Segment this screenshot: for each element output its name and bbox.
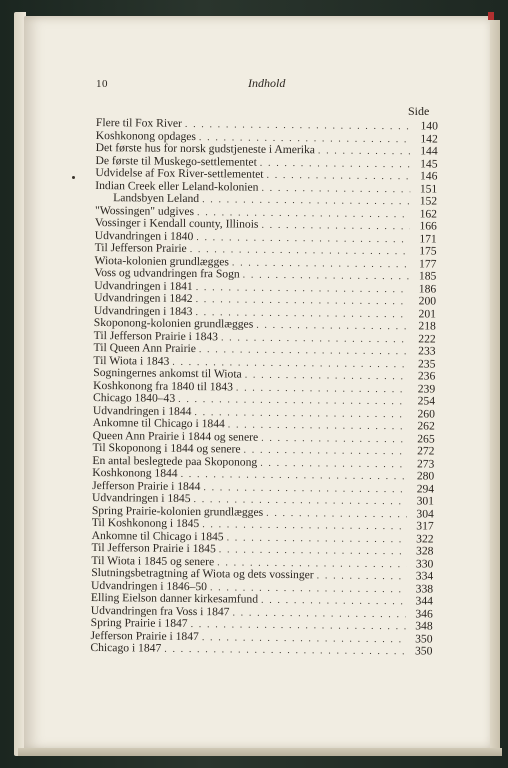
toc-entry-title: Koshkonong fra 1840 til 1843 <box>93 378 234 393</box>
toc-entry-title: Landsbyen Leland <box>113 191 200 206</box>
toc-entry-title: Skoponong-kolonien grundlægges <box>93 315 254 331</box>
toc-entry-title: Til Wiota i 1843 <box>93 353 170 368</box>
toc-entry-page: 235 <box>417 356 436 371</box>
page-stack-right-edge <box>490 20 500 750</box>
bookmark-ribbon <box>488 12 494 20</box>
toc-entry-page: 294 <box>416 481 435 496</box>
dot-leader <box>164 644 405 659</box>
toc-entry-page: 177 <box>419 256 437 271</box>
toc-entry-page: 144 <box>420 144 438 158</box>
toc-entry-title: Til Skoponong i 1844 og senere <box>92 440 241 456</box>
toc-entry-page: 350 <box>415 631 433 646</box>
toc-entry-title: Spring Prairie i 1847 <box>90 615 188 630</box>
toc-entry-page: 301 <box>416 494 435 508</box>
toc-entry-page: 239 <box>417 381 436 396</box>
toc-entry-page: 186 <box>418 281 437 296</box>
toc-entry-page: 346 <box>415 606 433 621</box>
toc-entry-title: Chicago i 1847 <box>90 640 162 655</box>
toc-entry-page: 322 <box>416 531 434 546</box>
toc-entry-page: 236 <box>417 369 436 383</box>
toc-entry-title: Elling Eielson danner kirkesamfund <box>90 590 259 606</box>
toc-entry-page: 185 <box>418 269 437 283</box>
toc-entry-title: Til Koshkonong i 1845 <box>91 515 200 531</box>
page-number: 10 <box>96 78 108 90</box>
toc-entry-title: En antal beslegtede paa Skoponong <box>92 453 258 469</box>
margin-speck <box>72 176 75 179</box>
toc-entry-title: Til Jefferson Prairie i 1845 <box>91 540 216 556</box>
dot-leader <box>318 145 411 158</box>
toc-entry-page: 262 <box>417 419 435 433</box>
toc-entry-page: 260 <box>417 406 435 421</box>
toc-entry-page: 334 <box>415 569 434 583</box>
toc-entry-page: 280 <box>416 469 435 483</box>
table-of-contents <box>90 117 438 658</box>
toc-entry-title: Udvandringen i 1842 <box>94 290 193 306</box>
toc-entry-page: 175 <box>419 244 437 258</box>
toc-entry-page: 304 <box>416 506 434 521</box>
toc-entry-page: 218 <box>418 319 436 333</box>
toc-entry-page: 142 <box>420 131 438 146</box>
toc-entry-page: 145 <box>420 156 438 171</box>
toc-entry-title: Udvandringen i 1840 <box>94 228 194 243</box>
toc-entry-page: 162 <box>419 206 438 221</box>
toc-entry-title: Koshkonong opdages <box>95 128 197 143</box>
toc-entry-title: Udvandringen fra Voss i 1847 <box>90 603 230 618</box>
toc-entry-title: Koshkonong 1844 <box>92 465 178 480</box>
page-column-label: Side <box>408 104 430 118</box>
toc-entry-title: Udvandringen i 1841 <box>94 278 193 293</box>
toc-entry-page: 348 <box>415 619 433 633</box>
toc-entry-title: Til Wiota i 1845 og senere <box>91 553 215 568</box>
toc-entry-page: 272 <box>417 444 435 458</box>
toc-entry-title: Det første hus for norsk gudstjeneste i Amerika <box>95 140 316 157</box>
toc-entry-title: Udvandringen i 1843 <box>93 303 193 318</box>
toc-entry-page: 338 <box>415 581 434 596</box>
toc-entry-page: 201 <box>418 306 437 321</box>
toc-entry-title: Ankomne til Chicago i 1844 <box>92 415 225 431</box>
toc-entry-title: Til Queen Ann Prairie <box>93 340 196 356</box>
toc-entry-title: Til Jefferson Prairie i 1843 <box>93 328 219 343</box>
toc-entry-title: Voss og udvandringen fra Sogn <box>94 265 240 281</box>
toc-entry-title: Udvidelse af Fox River-settlementet <box>95 165 264 181</box>
dot-leader <box>317 570 407 583</box>
toc-entry-page: 171 <box>419 231 437 246</box>
toc-entry-title: Wiota-kolonien grundlægges <box>94 253 230 268</box>
toc-entry-title: Ankomne til Chicago i 1845 <box>91 528 224 543</box>
toc-entry-page: 233 <box>418 344 436 358</box>
toc-entry-page: 151 <box>419 181 438 196</box>
toc-entry-page: 254 <box>417 394 436 408</box>
toc-entry-page: 166 <box>419 219 437 233</box>
running-head: Indhold <box>248 76 286 90</box>
toc-entry-title: Udvandringen i 1846–50 <box>91 578 208 593</box>
toc-entry-title: Vossinger i Kendall county, Illinois <box>94 215 259 231</box>
toc-entry-title: Queen Ann Prairie i 1844 og senere <box>92 428 259 444</box>
toc-entry-title: De første til Muskego-settlementet <box>95 153 257 169</box>
dot-leader <box>194 407 408 422</box>
toc-entry-page: 146 <box>419 169 438 183</box>
toc-entry-title: Spring Prairie-kolonien grundlægges <box>91 503 264 519</box>
toc-entry-page: 140 <box>420 119 438 133</box>
toc-entry-title: Jefferson Prairie i 1847 <box>90 628 199 643</box>
toc-entry-page: 330 <box>415 556 434 571</box>
toc-entry-page: 265 <box>417 431 435 446</box>
toc-entry-title: Til Jefferson Prairie <box>94 240 187 255</box>
toc-entry-page: 152 <box>419 194 438 208</box>
toc-entry-title: Indian Creek eller Leland-kolonien <box>95 178 259 194</box>
toc-entry-page: 328 <box>416 544 434 558</box>
toc-entry-title: Udvandringen i 1844 <box>92 403 192 418</box>
toc-entry-title: Slutningsbetragtning af Wiota og dets vossinger <box>91 565 314 582</box>
toc-entry-page: 317 <box>416 519 434 533</box>
toc-entry-title: Udvandringen i 1845 <box>91 490 191 506</box>
toc-entry-page: 344 <box>415 594 434 608</box>
toc-entry-title: Flere til Fox River <box>95 116 182 130</box>
toc-entry-title: Chicago 1840–43 <box>92 390 176 405</box>
toc-entry-title: Jefferson Prairie i 1844 <box>92 478 201 493</box>
page-stack-bottom-edge <box>18 748 502 756</box>
toc-entry-page: 350 <box>414 644 433 658</box>
toc-entry-title: "Wossingen" udgives <box>94 203 195 218</box>
toc-entry-title: Sogningernes ankomst til Wiota <box>93 365 242 381</box>
toc-entry-page: 273 <box>416 456 435 471</box>
toc-entry-page: 200 <box>418 294 437 308</box>
toc-entry-page: 222 <box>418 331 436 346</box>
